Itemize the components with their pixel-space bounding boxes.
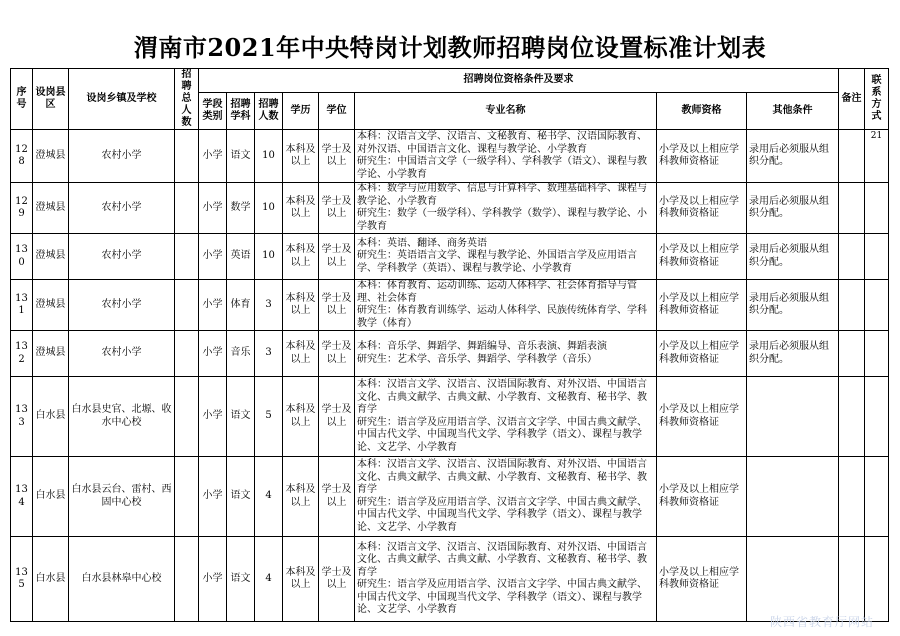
watermark: 陕西省教育厅网站 <box>769 615 874 629</box>
table-row <box>11 331 889 377</box>
cell-other: 录用后必须服从组织分配。 <box>747 183 839 234</box>
cell-county: 白水县 <box>33 457 69 537</box>
cell-qual: 小学及以上相应学科教师资格证 <box>657 234 747 280</box>
cell-subject: 语文 <box>227 130 255 183</box>
header-remark: 备注 <box>839 69 865 130</box>
cell-contact <box>865 234 889 280</box>
cell-county: 澄城县 <box>33 130 69 183</box>
cell-contact <box>865 377 889 457</box>
cell-seq: 134 <box>11 457 33 537</box>
cell-seq: 128 <box>11 130 33 183</box>
cell-contact <box>865 457 889 537</box>
cell-degree: 学士及以上 <box>319 183 355 234</box>
cell-qual: 小学及以上相应学科教师资格证 <box>657 457 747 537</box>
cell-remark <box>839 183 865 234</box>
cell-total <box>175 183 199 234</box>
cell-subject: 语文 <box>227 537 255 622</box>
cell-edu: 本科及以上 <box>283 234 319 280</box>
cell-other: 录用后必须服从组织分配。 <box>747 331 839 377</box>
header-total: 招聘总人数 <box>175 69 199 130</box>
cell-remark <box>839 280 865 331</box>
cell-qual: 小学及以上相应学科教师资格证 <box>657 183 747 234</box>
cell-subject: 音乐 <box>227 331 255 377</box>
cell-level: 小学 <box>199 234 227 280</box>
cell-level: 小学 <box>199 331 227 377</box>
table-row <box>11 537 889 622</box>
cell-degree: 学士及以上 <box>319 331 355 377</box>
header-seq: 序号 <box>11 69 33 130</box>
cell-major: 本科：英语、翻译、商务英语 研究生：英语语言文学、课程与教学论、外国语言学及应用语言学、学科教学（英语）、课程与教学论、小学教育 <box>355 234 657 280</box>
cell-other <box>747 537 839 622</box>
cell-contact <box>865 537 889 622</box>
cell-town: 农村小学 <box>69 280 175 331</box>
cell-edu: 本科及以上 <box>283 377 319 457</box>
cell-qual: 小学及以上相应学科教师资格证 <box>657 331 747 377</box>
cell-other: 录用后必须服从组织分配。 <box>747 234 839 280</box>
header-county: 设岗县区 <box>33 69 69 130</box>
cell-degree: 学士及以上 <box>319 130 355 183</box>
cell-town: 农村小学 <box>69 183 175 234</box>
cell-level: 小学 <box>199 130 227 183</box>
cell-town: 白水县史官、北塬、收水中心校 <box>69 377 175 457</box>
cell-town: 白水县云台、雷村、西固中心校 <box>69 457 175 537</box>
cell-county: 澄城县 <box>33 234 69 280</box>
cell-count: 4 <box>255 537 283 622</box>
cell-total <box>175 457 199 537</box>
header-qual: 教师资格 <box>657 92 747 129</box>
cell-contact: 21 <box>865 130 889 183</box>
cell-major: 本科：数学与应用数学、信息与计算科学、数理基础科学、课程与教学论、小学教育 研究生：数学（一级学科）、学科教学（数学）、课程与教学论、小学教育 <box>355 183 657 234</box>
cell-edu: 本科及以上 <box>283 130 319 183</box>
cell-qual: 小学及以上相应学科教师资格证 <box>657 130 747 183</box>
cell-edu: 本科及以上 <box>283 183 319 234</box>
cell-major: 本科：汉语言文学、汉语言、文秘教育、秘书学、汉语国际教育、对外汉语、中国语言文化、课程与教学论、小学教育 研究生：中国语言文学（一级学科）、学科教学（语文）、课程与教学论、小学教育 <box>355 130 657 183</box>
cell-count: 4 <box>255 457 283 537</box>
cell-degree: 学士及以上 <box>319 280 355 331</box>
cell-remark <box>839 377 865 457</box>
header-town: 设岗乡镇及学校 <box>69 69 175 130</box>
cell-other <box>747 377 839 457</box>
cell-major: 本科：体育教育、运动训练、运动人体科学、社会体育指导与管理、社会体育 研究生：体育教育训练学、运动人体科学、民族传统体育学、学科教学（体育） <box>355 280 657 331</box>
cell-remark <box>839 457 865 537</box>
cell-seq: 133 <box>11 377 33 457</box>
cell-major: 本科：音乐学、舞蹈学、舞蹈编导、音乐表演、舞蹈表演 研究生：艺术学、音乐学、舞蹈学、学科教学（音乐） <box>355 331 657 377</box>
cell-count: 10 <box>255 130 283 183</box>
cell-county: 白水县 <box>33 377 69 457</box>
table-row <box>11 183 889 234</box>
cell-contact <box>865 183 889 234</box>
cell-seq: 130 <box>11 234 33 280</box>
cell-seq: 129 <box>11 183 33 234</box>
cell-major: 本科：汉语言文学、汉语言、汉语国际教育、对外汉语、中国语言文化、古典文献学、古典文献、小学教育、文秘教育、秘书学、教育学 研究生：语言学及应用语言学、汉语言文字学、中国古典文献学、中国古代文学、中国现当代文学、学科教学（语文）、课程与教学论、文艺学、小学教育 <box>355 377 657 457</box>
cell-other <box>747 457 839 537</box>
cell-degree: 学士及以上 <box>319 377 355 457</box>
header-contact: 联系方式 <box>865 69 889 130</box>
cell-subject: 数学 <box>227 183 255 234</box>
cell-major: 本科：汉语言文学、汉语言、汉语国际教育、对外汉语、中国语言文化、古典文献学、古典文献、小学教育、文秘教育、秘书学、教育学 研究生：语言学及应用语言学、汉语言文字学、中国古典文献学、中国古代文学、中国现当代文学、学科教学（语文）、课程与教学论、文艺学、小学教育 <box>355 457 657 537</box>
cell-degree: 学士及以上 <box>319 537 355 622</box>
cell-count: 3 <box>255 331 283 377</box>
cell-count: 5 <box>255 377 283 457</box>
table-row <box>11 377 889 457</box>
cell-remark <box>839 130 865 183</box>
cell-level: 小学 <box>199 377 227 457</box>
table-row <box>11 457 889 537</box>
header-count: 招聘人数 <box>255 92 283 129</box>
cell-seq: 132 <box>11 331 33 377</box>
header-edu: 学历 <box>283 92 319 129</box>
cell-county: 白水县 <box>33 537 69 622</box>
cell-total <box>175 331 199 377</box>
table-row <box>11 234 889 280</box>
cell-edu: 本科及以上 <box>283 537 319 622</box>
cell-county: 澄城县 <box>33 331 69 377</box>
cell-total <box>175 377 199 457</box>
cell-subject: 体育 <box>227 280 255 331</box>
page-title: 渭南市2021年中央特岗计划教师招聘岗位设置标准计划表 <box>133 33 767 62</box>
cell-level: 小学 <box>199 183 227 234</box>
cell-qual: 小学及以上相应学科教师资格证 <box>657 280 747 331</box>
cell-degree: 学士及以上 <box>319 457 355 537</box>
header-subject: 招聘学科 <box>227 92 255 129</box>
cell-town: 白水县林皋中心校 <box>69 537 175 622</box>
cell-count: 3 <box>255 280 283 331</box>
cell-level: 小学 <box>199 537 227 622</box>
cell-subject: 语文 <box>227 377 255 457</box>
cell-town: 农村小学 <box>69 331 175 377</box>
cell-county: 澄城县 <box>33 280 69 331</box>
cell-remark <box>839 234 865 280</box>
header-group: 招聘岗位资格条件及要求 <box>199 69 839 93</box>
recruitment-table <box>10 68 889 622</box>
cell-major: 本科：汉语言文学、汉语言、汉语国际教育、对外汉语、中国语言文化、古典文献学、古典文献、小学教育、文秘教育、秘书学、教育学 研究生：语言学及应用语言学、汉语言文字学、中国古典文献学、中国古代文学、中国现当代文学、学科教学（语文）、课程与教学论、文艺学、小学教育 <box>355 537 657 622</box>
cell-edu: 本科及以上 <box>283 331 319 377</box>
cell-seq: 135 <box>11 537 33 622</box>
cell-town: 农村小学 <box>69 130 175 183</box>
cell-total <box>175 280 199 331</box>
table-row <box>11 280 889 331</box>
cell-count: 10 <box>255 234 283 280</box>
cell-seq: 131 <box>11 280 33 331</box>
cell-county: 澄城县 <box>33 183 69 234</box>
cell-town: 农村小学 <box>69 234 175 280</box>
cell-contact <box>865 280 889 331</box>
cell-total <box>175 234 199 280</box>
cell-qual: 小学及以上相应学科教师资格证 <box>657 537 747 622</box>
header-level: 学段类别 <box>199 92 227 129</box>
cell-subject: 语文 <box>227 457 255 537</box>
header-major: 专业名称 <box>355 92 657 129</box>
cell-level: 小学 <box>199 280 227 331</box>
cell-remark <box>839 537 865 622</box>
cell-qual: 小学及以上相应学科教师资格证 <box>657 377 747 457</box>
cell-subject: 英语 <box>227 234 255 280</box>
header-degree: 学位 <box>319 92 355 129</box>
cell-total <box>175 537 199 622</box>
cell-edu: 本科及以上 <box>283 280 319 331</box>
cell-degree: 学士及以上 <box>319 234 355 280</box>
cell-edu: 本科及以上 <box>283 457 319 537</box>
cell-remark <box>839 331 865 377</box>
table-row <box>11 130 889 183</box>
cell-other: 录用后必须服从组织分配。 <box>747 130 839 183</box>
cell-level: 小学 <box>199 457 227 537</box>
header-other: 其他条件 <box>747 92 839 129</box>
cell-count: 10 <box>255 183 283 234</box>
cell-other: 录用后必须服从组织分配。 <box>747 280 839 331</box>
cell-total <box>175 130 199 183</box>
cell-contact <box>865 331 889 377</box>
